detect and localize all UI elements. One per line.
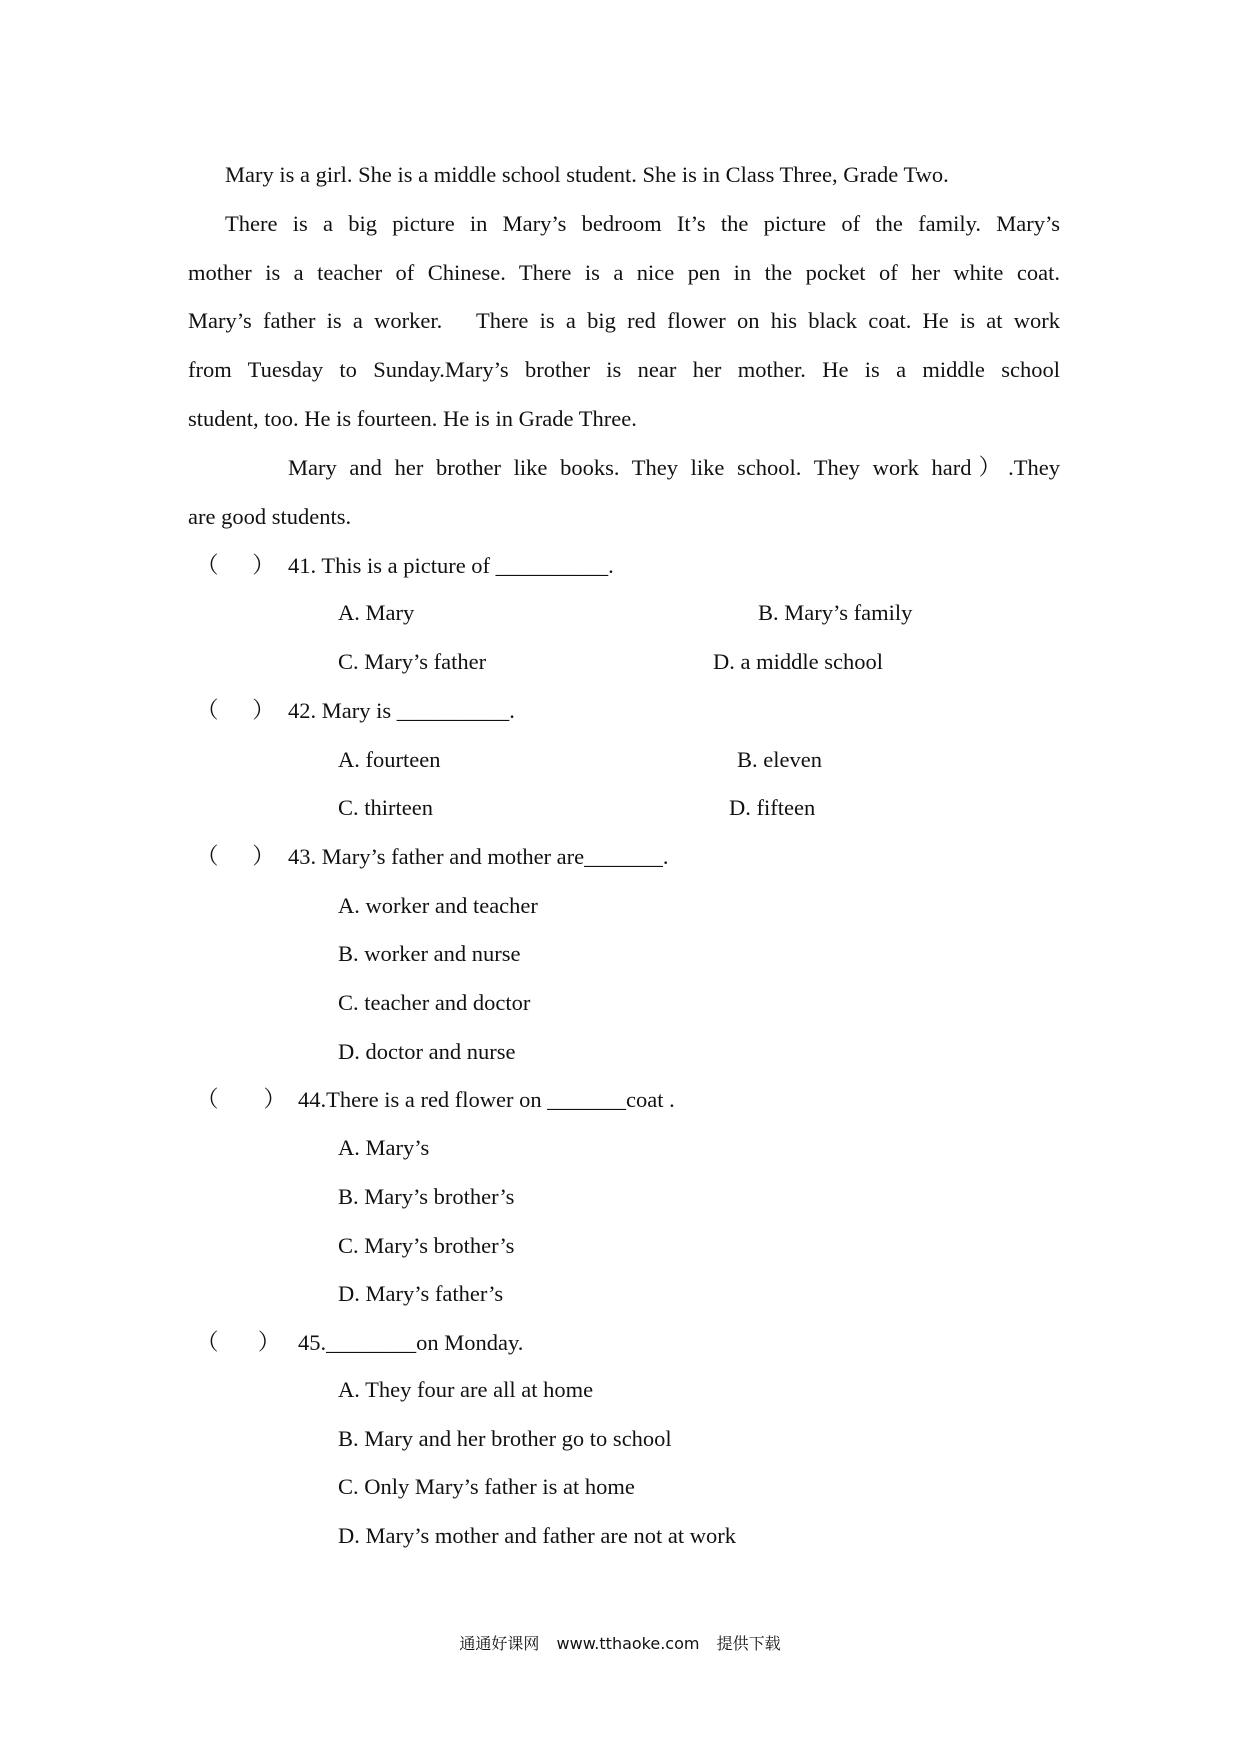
question-stem: 42. Mary is __________.	[288, 698, 515, 723]
passage-line: There is a big picture in Mary’s bedroom It’s the picture of the family. Mary’s	[225, 211, 1060, 236]
option-d: D. Mary’s mother and father are not at work	[338, 1523, 736, 1548]
passage-line: mother is a teacher of Chinese. There is a nice pen in the pocket of her white coat.	[188, 260, 1060, 285]
footer-note: 提供下载	[716, 1634, 781, 1653]
page-footer	[0, 1632, 1240, 1656]
answer-bracket: （ ）	[196, 698, 275, 723]
option-a: A. They four are all at home	[338, 1377, 594, 1402]
answer-bracket: （ ）	[196, 1330, 281, 1355]
question-stem: 45.________on Monday.	[298, 1330, 524, 1355]
answer-bracket: （ ）	[196, 1087, 287, 1112]
passage-line: from Tuesday to Sunday.Mary’s brother is near her mother. He is a middle school	[188, 357, 1060, 382]
option-a: A. Mary	[338, 600, 415, 625]
option-c: C. Mary’s brother’s	[338, 1233, 515, 1258]
option-c: C. Only Mary’s father is at home	[338, 1474, 635, 1499]
question-stem: 41. This is a picture of __________.	[288, 553, 614, 578]
passage-line: Mary’s father is a worker. There is a big red flower on his black coat. He is at work	[188, 308, 1060, 333]
passage-line: student, too. He is fourteen. He is in Grade Three.	[188, 406, 637, 431]
passage-line: Mary is a girl. She is a middle school student. She is in Class Three, Grade Two.	[225, 162, 949, 187]
option-b: B. Mary’s brother’s	[338, 1184, 515, 1209]
option-d: D. Mary’s father’s	[338, 1281, 504, 1306]
answer-bracket: （ ）	[196, 553, 275, 578]
option-b: B. eleven	[737, 747, 822, 772]
answer-bracket: （ ）	[196, 844, 275, 869]
footer-site-name: 通通好课网	[459, 1634, 540, 1653]
option-d: D. doctor and nurse	[338, 1039, 516, 1064]
option-a: A. Mary’s	[338, 1135, 430, 1160]
option-b: B. Mary’s family	[758, 600, 913, 625]
footer-url: www.tthaoke.com	[556, 1634, 700, 1653]
option-c: C. teacher and doctor	[338, 990, 531, 1015]
option-a: A. worker and teacher	[338, 893, 538, 918]
option-c: C. Mary’s father	[338, 649, 487, 674]
question-stem: 43. Mary’s father and mother are_______.	[288, 844, 669, 869]
option-d: D. a middle school	[713, 649, 883, 674]
option-c: C. thirteen	[338, 795, 433, 820]
passage-line: are good students.	[188, 504, 352, 529]
option-b: B. Mary and her brother go to school	[338, 1426, 672, 1451]
option-a: A. fourteen	[338, 747, 441, 772]
passage-line: Mary and her brother like books. They like school. They work hard）.They	[288, 455, 1060, 480]
option-b: B. worker and nurse	[338, 941, 521, 966]
question-stem: 44.There is a red flower on _______coat .	[298, 1087, 675, 1112]
option-d: D. fifteen	[729, 795, 816, 820]
